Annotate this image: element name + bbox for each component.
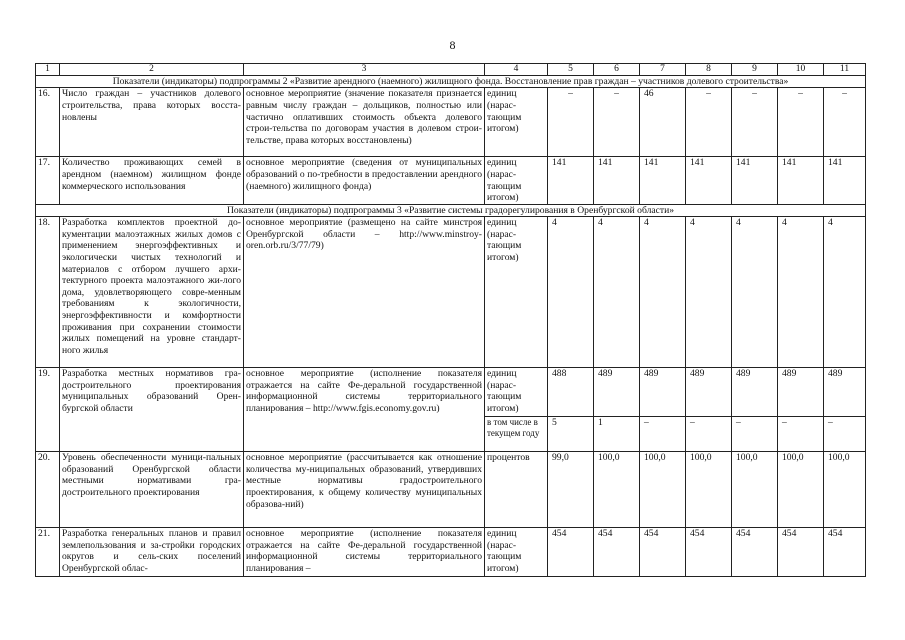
- indicator-name: Разработка генеральных планов и правил землепользования и за-стройки городских округов и сель-ских поселений Оренбургской облас-: [60, 528, 244, 577]
- value-cell: 489: [594, 368, 640, 417]
- value-cell: 141: [732, 157, 778, 204]
- indicator-measure: основное мероприятие (сведения от муниципальных образований о по-требности в предоставлении арендного (наемного) жилищного фонда): [244, 157, 485, 204]
- row-number: 19.: [36, 368, 60, 452]
- value-cell: 141: [824, 157, 866, 204]
- section-row: [36, 204, 866, 216]
- header-row: [36, 64, 866, 76]
- value-cell: 141: [640, 157, 686, 204]
- indicators-table: [35, 63, 866, 577]
- col-header: 8: [686, 64, 732, 76]
- indicator-unit: единиц (нарас-тающим итогом): [485, 157, 548, 204]
- value-cell: 100,0: [686, 452, 732, 528]
- table-row: [36, 452, 866, 528]
- value-cell: 454: [548, 528, 594, 577]
- indicator-unit: единиц (нарас-тающим итогом): [485, 368, 548, 417]
- value-cell: 454: [640, 528, 686, 577]
- value-cell: 489: [824, 368, 866, 417]
- value-cell: 1: [594, 417, 640, 452]
- value-cell: 141: [686, 157, 732, 204]
- col-header: 1: [36, 64, 60, 76]
- value-cell: –: [824, 88, 866, 157]
- value-cell: 4: [548, 217, 594, 368]
- row-number: 17.: [36, 157, 60, 204]
- value-cell: 489: [778, 368, 824, 417]
- value-cell: 100,0: [640, 452, 686, 528]
- section-title: Показатели (индикаторы) подпрограммы 3 «Развитие системы градорегулирования в Оренбургской области»: [36, 204, 866, 216]
- table-row: [36, 368, 866, 417]
- value-cell: 4: [732, 217, 778, 368]
- indicator-name: Уровень обеспеченности муници-пальных образований Оренбургской области местными нормативами гра-достроительного проектирования: [60, 452, 244, 528]
- value-cell: 454: [778, 528, 824, 577]
- col-header: 4: [485, 64, 548, 76]
- value-cell: –: [732, 88, 778, 157]
- value-cell: 141: [548, 157, 594, 204]
- value-cell: 4: [686, 217, 732, 368]
- value-cell: 454: [686, 528, 732, 577]
- row-number: 16.: [36, 88, 60, 157]
- value-cell: 454: [594, 528, 640, 577]
- section-title: Показатели (индикаторы) подпрограммы 2 «Развитие арендного (наемного) жилищного фонда. Восстановление прав граждан – участников долевого строительства»: [36, 76, 866, 88]
- indicator-unit: в том числе в текущем году: [485, 417, 548, 452]
- value-cell: 454: [732, 528, 778, 577]
- value-cell: 100,0: [594, 452, 640, 528]
- value-cell: –: [824, 417, 866, 452]
- col-header: 3: [244, 64, 485, 76]
- value-cell: –: [686, 88, 732, 157]
- page-number: 8: [449, 38, 456, 52]
- value-cell: 141: [778, 157, 824, 204]
- value-cell: 4: [594, 217, 640, 368]
- table-row: [36, 217, 866, 368]
- indicator-unit: процентов: [485, 452, 548, 528]
- value-cell: 99,0: [548, 452, 594, 528]
- section-row: [36, 76, 866, 88]
- value-cell: –: [778, 417, 824, 452]
- value-cell: –: [732, 417, 778, 452]
- col-header: 2: [60, 64, 244, 76]
- value-cell: –: [686, 417, 732, 452]
- value-cell: 100,0: [778, 452, 824, 528]
- col-header: 11: [824, 64, 866, 76]
- value-cell: –: [778, 88, 824, 157]
- value-cell: 141: [594, 157, 640, 204]
- indicator-measure: основное мероприятие (рассчитывается как отношение количества му-ниципальных образований, утвердивших местные нормативы градостроительного проектирования, к общему количеству муниципальных образова-ний): [244, 452, 485, 528]
- col-header: 7: [640, 64, 686, 76]
- indicator-unit: единиц (нарас-тающим итогом): [485, 88, 548, 157]
- value-cell: 4: [778, 217, 824, 368]
- col-header: 5: [548, 64, 594, 76]
- indicator-name: Количество проживающих семей в арендном (наемном) жилищном фонде коммерческого использования: [60, 157, 244, 204]
- indicator-unit: единиц (нарас-тающим итогом): [485, 528, 548, 577]
- value-cell: 489: [640, 368, 686, 417]
- value-cell: –: [548, 88, 594, 157]
- indicator-measure: основное мероприятие (исполнение показателя отражается на сайте Фе-деральной государственной информационной системы территориального планирования –: [244, 528, 485, 577]
- indicator-name: Число граждан – участников долевого строительства, права которых восста-новлены: [60, 88, 244, 157]
- indicator-measure: основное мероприятие (значение показателя признается равным числу граждан – дольщиков, полностью или частично оплативших стоимость объекта долевого строи-тельства по договорам участия в долевом строи-тельстве, права которых восстановлены): [244, 88, 485, 157]
- indicator-measure: основное мероприятие (размещено на сайте минстроя Оренбургской области – http://www.minstroy-oren.orb.ru/3/77/79): [244, 217, 485, 368]
- indicator-measure: основное мероприятие (исполнение показателя отражается на сайте Фе-деральной государственной информационной системы территориального планирования – http://www.fgis.economy.gov.ru): [244, 368, 485, 452]
- value-cell: 4: [824, 217, 866, 368]
- table-row: [36, 88, 866, 157]
- indicator-unit: единиц (нарас-тающим итогом): [485, 217, 548, 368]
- value-cell: 488: [548, 368, 594, 417]
- value-cell: 46: [640, 88, 686, 157]
- row-number: 18.: [36, 217, 60, 368]
- col-header: 10: [778, 64, 824, 76]
- value-cell: 5: [548, 417, 594, 452]
- value-cell: –: [640, 417, 686, 452]
- row-number: 21.: [36, 528, 60, 577]
- indicator-name: Разработка комплектов проектной до-кументации малоэтажных жилых домов с применением энергоэффективных и экологически чистых технологий и материалов с отбором лучшего архи-тектурного проекта малоэтажного жи-лого дома, удовлетворяющего совре-менным требованиям к экологичности, энергоэффективности и комфортности проживания при сохранении стоимости жилых помещений на уровне стандарт-ного жилья: [60, 217, 244, 368]
- indicator-name: Разработка местных нормативов гра-достроительного проектирования муниципальных образований Орен-бургской области: [60, 368, 244, 452]
- col-header: 9: [732, 64, 778, 76]
- table-row: [36, 157, 866, 204]
- value-cell: 4: [640, 217, 686, 368]
- value-cell: 489: [732, 368, 778, 417]
- row-number: 20.: [36, 452, 60, 528]
- value-cell: 100,0: [732, 452, 778, 528]
- table-row: [36, 528, 866, 577]
- value-cell: 454: [824, 528, 866, 577]
- value-cell: 489: [686, 368, 732, 417]
- value-cell: 100,0: [824, 452, 866, 528]
- value-cell: –: [594, 88, 640, 157]
- col-header: 6: [594, 64, 640, 76]
